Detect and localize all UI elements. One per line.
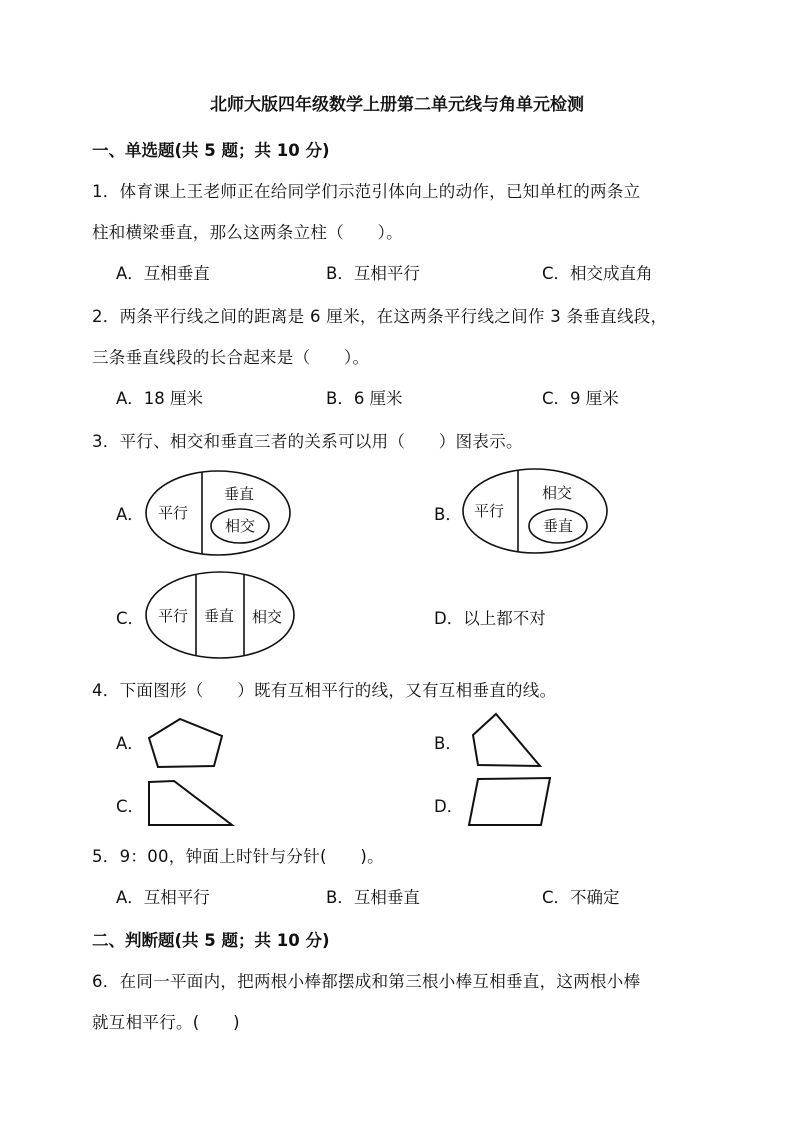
diagram-a-label-intersect: 相交 — [225, 517, 256, 535]
question-6-line-1: 6．在同一平面内，把两根小棒都摆成和第三根小棒互相垂直，这两根小棒 — [92, 972, 641, 991]
diagram-c-label-intersect: 相交 — [252, 608, 283, 626]
question-5-option-b[interactable]: B．互相垂直 — [326, 888, 420, 907]
diagram-c-label-perpendicular: 垂直 — [204, 607, 235, 625]
diagram-a-label-perpendicular: 垂直 — [224, 485, 255, 503]
question-5-option-c[interactable]: C．不确定 — [542, 888, 620, 907]
question-3-diagram-c — [144, 570, 298, 662]
question-4-shape-c-right-trapezoid — [144, 777, 238, 829]
question-1-line-2: 柱和横梁垂直，那么这两条立柱（ ）。 — [92, 223, 403, 242]
question-3-option-d[interactable]: D．以上都不对 — [434, 609, 546, 628]
diagram-a-label-parallel: 平行 — [158, 504, 189, 522]
question-3-line-1: 3．平行、相交和垂直三者的关系可以用（ ）图表示。 — [92, 432, 523, 451]
question-4-line-1: 4．下面图形（ ）既有互相平行的线，又有互相垂直的线。 — [92, 681, 557, 700]
question-4-shape-b-quadrilateral — [468, 710, 548, 770]
question-1-option-b[interactable]: B．互相平行 — [326, 264, 420, 283]
section-heading-single-choice: 一、单选题(共 5 题；共 10 分) — [92, 141, 330, 160]
question-6-line-2: 就互相平行。( ) — [92, 1013, 240, 1032]
pentagon-shape — [149, 719, 222, 767]
parallelogram-shape — [469, 778, 550, 825]
question-4-shape-d-parallelogram — [464, 774, 556, 830]
question-3-option-b-label[interactable]: B． — [434, 505, 462, 524]
question-3-diagram-a — [144, 468, 294, 560]
question-2-option-a[interactable]: A．18 厘米 — [116, 389, 204, 408]
quadrilateral-shape — [473, 714, 540, 766]
question-2-line-1: 2．两条平行线之间的距离是 6 厘米，在这两条平行线之间作 3 条垂直线段， — [92, 307, 668, 326]
question-2-line-2: 三条垂直线段的长合起来是（ ）。 — [92, 348, 370, 367]
question-1-option-c[interactable]: C．相交成直角 — [542, 264, 653, 283]
question-1-option-a[interactable]: A．互相垂直 — [116, 264, 210, 283]
question-5-line-1: 5．9：00，钟面上时针与分针( )。 — [92, 847, 384, 866]
trapezoid-shape — [149, 781, 232, 825]
question-4-option-a-label[interactable]: A． — [116, 734, 144, 753]
diagram-b-label-perpendicular: 垂直 — [543, 517, 574, 535]
question-3-option-a-label[interactable]: A． — [116, 505, 144, 524]
question-2-option-b[interactable]: B．6 厘米 — [326, 389, 403, 408]
question-4-option-c-label[interactable]: C． — [116, 797, 145, 816]
page-title: 北师大版四年级数学上册第二单元线与角单元检测 — [210, 95, 584, 115]
question-1-line-1: 1．体育课上王老师正在给同学们示范引体向上的动作，已知单杠的两条立 — [92, 182, 641, 201]
section-heading-true-false: 二、判断题(共 5 题；共 10 分) — [92, 931, 330, 950]
diagram-b-label-parallel: 平行 — [474, 502, 505, 520]
question-4-option-d-label[interactable]: D． — [434, 797, 464, 816]
question-3-diagram-b — [461, 466, 611, 558]
question-2-option-c[interactable]: C．9 厘米 — [542, 389, 619, 408]
diagram-b-label-intersect: 相交 — [542, 484, 573, 502]
question-3-option-c-label[interactable]: C． — [116, 609, 145, 628]
question-5-option-a[interactable]: A．互相平行 — [116, 888, 210, 907]
question-4-option-b-label[interactable]: B． — [434, 734, 462, 753]
question-4-shape-a-pentagon — [144, 712, 230, 772]
diagram-c-label-parallel: 平行 — [158, 607, 189, 625]
